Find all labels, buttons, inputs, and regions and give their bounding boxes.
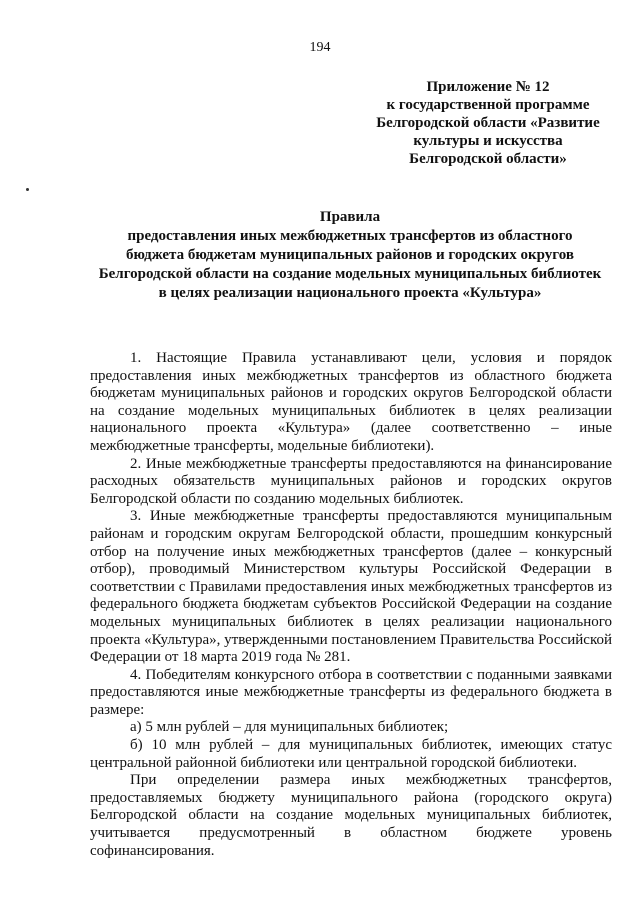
title-line: в целях реализации национального проекта «Культура» xyxy=(158,285,542,301)
paragraph-4b: б) 10 млн рублей – для муниципальных библиотек, имеющих статус центральной районной библиотеки или центральной городской библиотеки. xyxy=(90,737,612,771)
document-title xyxy=(80,208,620,303)
title-heading: Правила xyxy=(319,209,381,225)
stray-mark xyxy=(26,188,29,191)
paragraph-3: 3. Иные межбюджетные трансферты предоставляются муниципальным районам и городским округам Белгородской области, прошедшим конкурсный отбор на получение иных межбюджетных трансфертов (далее – конкурсный отбор), проводимый Министерством культуры Российской Федерации в соответствии с Правилами предоставления иных межбюджетных трансфертов из федерального бюджета бюджетам субъектов Российской Федерации на создание модельных муниципальных библиотек в целях реализации национального проекта «Культура», утвержденными постановлением Правительства Российской Федерации от 18 марта 2019 года № 281. xyxy=(90,508,612,666)
appendix-line: Белгородской области «Развитие xyxy=(376,115,600,131)
page-number: 194 xyxy=(309,40,331,55)
paragraph-2: 2. Иные межбюджетные трансферты предоставляются на финансирование расходных обязательств муниципальных районов и городских округов Белгородской области по созданию модельных библиотек. xyxy=(90,455,612,507)
paragraph-4a: а) 5 млн рублей – для муниципальных библиотек; xyxy=(130,719,449,736)
appendix-line: Белгородской области» xyxy=(409,151,567,167)
appendix-line: Приложение № 12 xyxy=(426,79,550,95)
appendix-line: к государственной программе xyxy=(386,97,590,113)
paragraph-4: 4. Победителям конкурсного отбора в соответствии с поданными заявками предоставляются иные межбюджетные трансферты из федерального бюджета в размере: xyxy=(90,666,612,718)
title-line: предоставления иных межбюджетных трансфертов из областного xyxy=(127,228,573,244)
title-line: бюджета бюджетам муниципальных районов и городских округов xyxy=(126,247,574,263)
appendix-line: культуры и искусства xyxy=(413,133,563,149)
title-line: Белгородской области на создание модельных муниципальных библиотек xyxy=(98,266,602,282)
paragraph-5: При определении размера иных межбюджетных трансфертов, предоставляемых бюджету муниципального района (городского округа) Белгородской области на создание модельных муниципальных библиотек, учитывается предусмотренный в областном бюджете уровень софинансирования. xyxy=(90,772,612,859)
paragraph-1: 1. Настоящие Правила устанавливают цели, условия и порядок предоставления иных межбюджетных трансфертов из областного бюджета бюджетам муниципальных районов и городских округов Белгородской области на создание модельных муниципальных библиотек в целях реализации национального проекта «Культура» (далее соответственно – иные межбюджетные трансферты, модельные библиотеки). xyxy=(90,350,612,454)
appendix-header xyxy=(358,78,618,168)
document-body xyxy=(90,350,612,860)
